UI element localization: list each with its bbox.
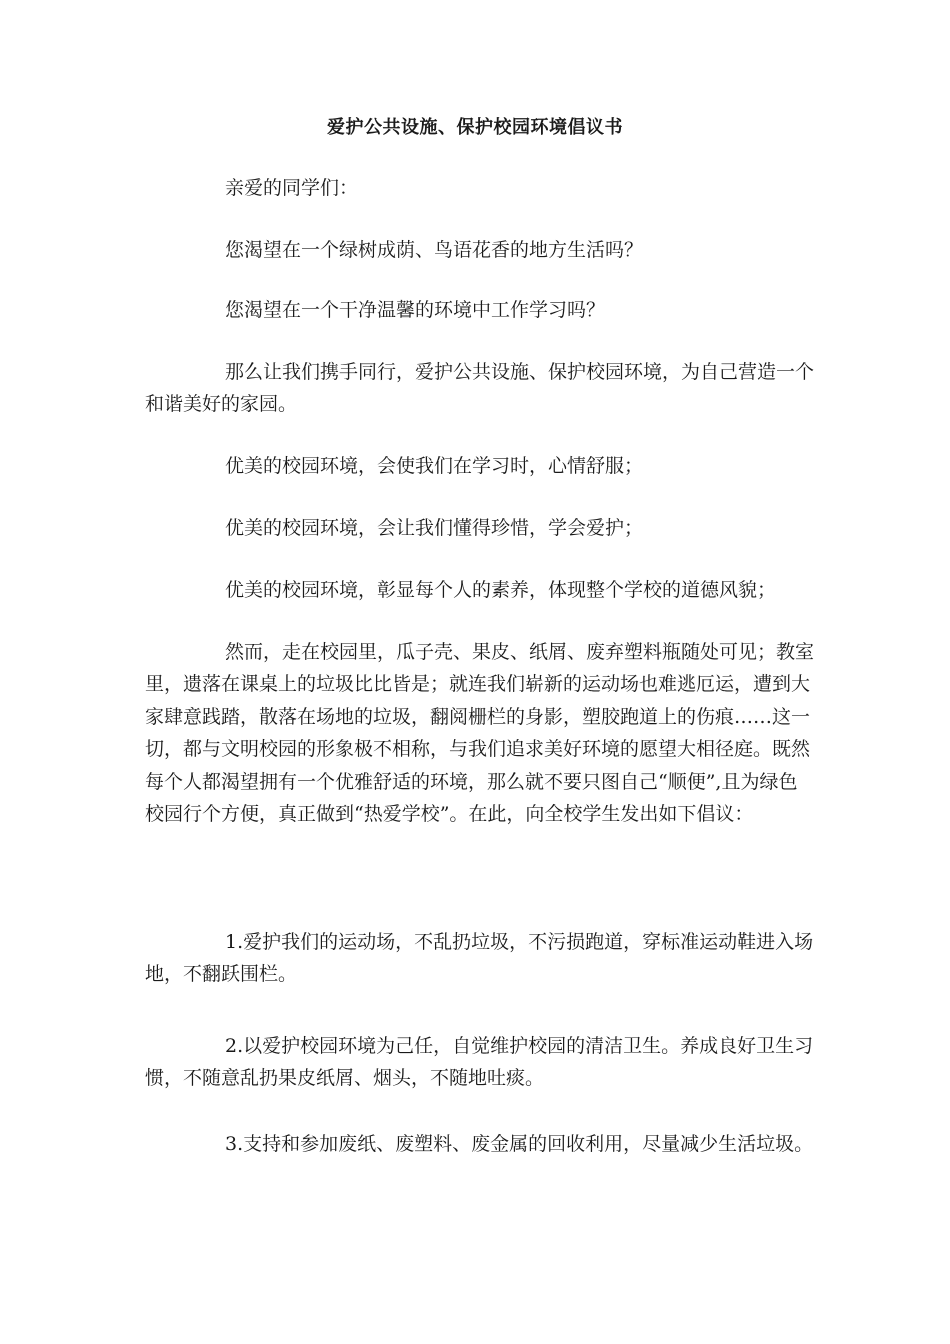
paragraph-2: 您渴望在一个干净温馨的环境中工作学习吗？ bbox=[225, 299, 606, 321]
document-title: 爱护公共设施、保护校园环境倡议书 bbox=[327, 117, 623, 138]
paragraph-6: 优美的校园环境，彰显每个人的素养，体现整个学校的道德风貌； bbox=[225, 579, 777, 601]
proposal-item-3: 3.支持和参加废纸、废塑料、废金属的回收利用，尽量减少生活垃圾。 bbox=[225, 1133, 814, 1155]
paragraph-7: 然而，走在校园里，瓜子壳、果皮、纸屑、废弃塑料瓶随处可见；教室里，遗落在课桌上的垃圾比比皆是；就连我们崭新的运动场也难逃厄运，遭到大家肆意践踏，散落在场地的垃圾，翻阅栅栏的身影，塑胶跑道上的伤痕……这一切，都与文明校园的形象极不相称，与我们追求美好环境的愿望大相径庭。既然每个人都渴望拥有一个优雅舒适的环境，那么就不要只图自己“顺便”,且为绿色校园行个方便，真正做到“热爱学校”。在此，向全校学生发出如下倡议： bbox=[145, 641, 815, 826]
proposal-item-2: 2.以爱护校园环境为己任，自觉维护校园的清洁卫生。养成良好卫生习惯，不随意乱扔果皮纸屑、烟头，不随地吐痰。 bbox=[145, 1035, 814, 1090]
paragraph-1: 您渴望在一个绿树成荫、鸟语花香的地方生活吗？ bbox=[225, 239, 644, 261]
salutation: 亲爱的同学们： bbox=[225, 177, 359, 199]
paragraph-3: 那么让我们携手同行，爱护公共设施、保护校园环境，为自己营造一个和谐美好的家园。 bbox=[145, 361, 815, 416]
proposal-item-1: 1.爱护我们的运动场，不乱扔垃圾，不污损跑道，穿标准运动鞋进入场地，不翻跃围栏。 bbox=[145, 931, 814, 986]
paragraph-5: 优美的校园环境，会让我们懂得珍惜，学会爱护； bbox=[225, 517, 644, 539]
paragraph-4: 优美的校园环境，会使我们在学习时，心情舒服； bbox=[225, 455, 644, 477]
